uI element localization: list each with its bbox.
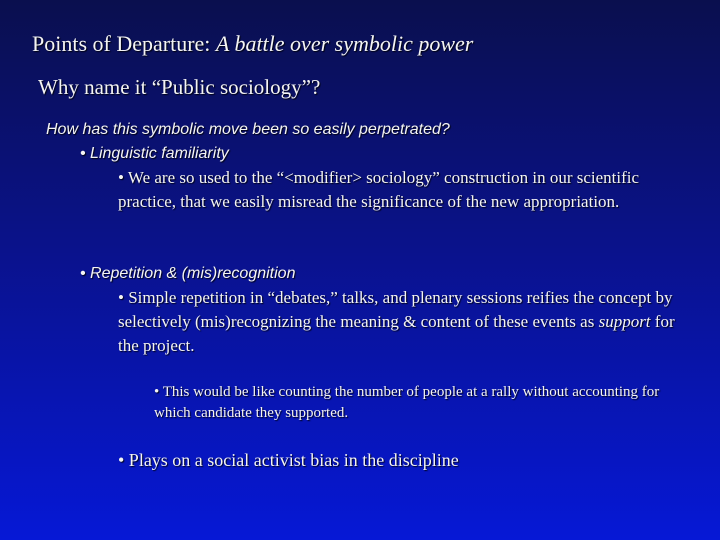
title-prefix: Points of Departure: [32,31,216,56]
point-simple-repetition [118,286,684,358]
point-modifier-construction: • We are so used to the “<modifier> sociology” construction in our scientific practice, that we easily misread the significance of the new appropriation. [118,168,640,211]
question-text: How has this symbolic move been so easily perpetrated? [46,121,450,138]
slide-title [32,30,473,58]
title-emphasis: A battle over symbolic power [215,31,474,56]
bullet-repetition-misrecognition: • Repetition & (mis)recognition [80,265,296,282]
point-text-after: for the project. [118,312,675,355]
bullet-linguistic-familiarity: • Linguistic familiarity [80,145,229,162]
subpoint-rally-analogy: • This would be like counting the number of people at a rally without accounting for which candidate they supported. [154,384,660,421]
slide-subtitle: Why name it “Public sociology”? [38,75,321,99]
closing-point: • Plays on a social activist bias in the discipline [118,450,459,470]
point-text-before: • Simple repetition in “debates,” talks, and plenary sessions reifies the concept by selectively (mis)recognizing the meaning & content of these events as [118,288,673,331]
point-text-emphasis: support [598,312,651,331]
